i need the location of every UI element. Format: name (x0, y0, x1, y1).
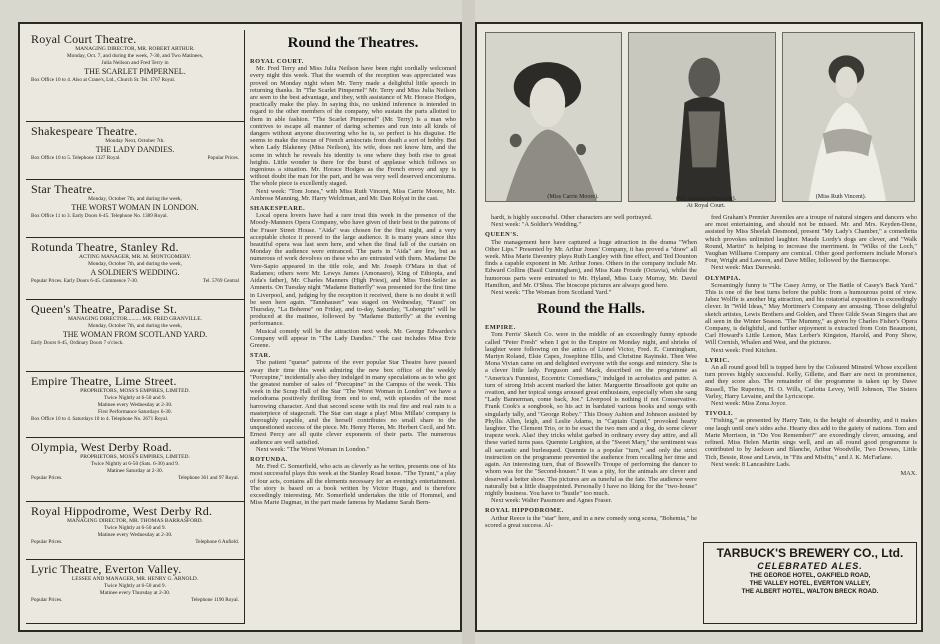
section-text: Next week: "The Worst Woman in London." (256, 445, 370, 453)
theatre-name: Queen's Theatre, Paradise St. (31, 302, 178, 316)
play-title: THE LADY DANDIES. (95, 145, 175, 154)
section-heading: OLYMPIA. (705, 274, 741, 282)
section-heading: LYRIC. (705, 356, 730, 364)
section-text: Local opera lovers have had a rare treat this week in the presence of the Moody-Manners Opera Company, who have given of their best to the patrons of the Fraser Street House. "Aida" was chosen for the first night, and a very acceptable choice it proved to the large audience. It is many years since this beautiful opera was last seen here, and when the final fall of the curtain on Monday the audience were entranced. The parts in "Aida" are few, but as numerous of work devolves on these who are entrusted with them. Madame De Vere-Sapio appeared in the title role, and Mr. Joseph O'Mara in that of Radames; others were Mr. Lewys James (Amonasro), King of Ethiopia, and Aida's father), Mr. Charles Manners (High Priest), and Miss Toni-Seiler as Amneris. On Tuesday night "Madame Butterfly" was presented for the first time in Liverpool, and, judging by the reception it received, there is no doubt it will be seen here again. "Tannhauser" was staged on Wednesday, "Faust" on Thursday, "La Boheme" on Friday, and to-day, Saturday, "Lohengrin" will be produced at the matinee, followed by "Madame Butterfly" at the evening performance. (250, 212, 456, 328)
ad-footer-left: Box Office 10 to 4. Also at Crane's, Ltd., Church St. Tel. 1767 Royal. (31, 77, 176, 83)
ad-footer-right: Telephone 361 and 97 Royal. (178, 475, 239, 481)
theatre-ad (26, 238, 244, 300)
theatre-ad (26, 180, 244, 238)
ad-line: Monday, Oct. 7, and during the week, 7-30, and Two Matinees, (66, 53, 204, 59)
ad-footer-left: Box Office 10 to 5. Telephone 1327 Royal. (31, 155, 121, 161)
section-text: Mr. Fred C. Somerfield, who acts as cleverly as he writes, presents one of his most successful plays this week at the Stanley Road house. "The Tyrant," a play of four acts, contains all the elements necessary for an evening's entertainment. The story is based on a book written by Victor Hugo, and is therefore exceedingly interesting. Mr. Somerfield undertakes the title of Hommel, and Miss Marie Dagmar, in the part made famous by Madame Sarah Bern- (250, 463, 456, 507)
section-text: The management here have captured a huge attraction in the drama "When Other Lips." Presented by Mr. Arthur Jones' Company, it has proved a "draw" all week. Miss Marie Daventry plays Ruth Langley with fine effect, and Ted Dounton finds a capable exponent in Mr. Arthur Jones. Others in the company include Mr. Edward Collins (Basil Cunningham), and Miss Kate Froude (Octavia), whilst the humorous parts were entrusted to Mr. Hyland, Miss Lucy Murray, Mr. David Hamilton, and Mr. O'Shea. The bioscope pictures are always good here. (485, 238, 697, 289)
ad-line: Twice Nightly at 6-50 and 9. (104, 525, 166, 531)
ad-line: Twice Nightly at 6-50 and 9. (104, 583, 166, 589)
section-heading: STAR. (250, 352, 271, 360)
caption-ambrose-manning: (Mr. Ambrose Manning). (675, 196, 737, 202)
ad-line: First Performance Saturdays 6-30. (98, 409, 172, 415)
theatre-ad (26, 502, 244, 560)
ad-line: Twice Nightly at 6-50 (Sats. 6-30) and 9. (90, 461, 180, 467)
ad-line: Matinee every Wednesday at 2-30. (97, 532, 173, 538)
play-title: THE SCARLET PIMPERNEL. (84, 67, 186, 76)
section-text: hardt, is highly successful. Other characters are well portrayed. (491, 214, 653, 221)
section-heading: ROYAL COURT. (250, 58, 304, 65)
ad-line: Monday, October 7th, and during the week, (88, 323, 182, 329)
section-text: fred Graham's Premier Juveniles are a troupe of natural singers and dancers who are most entertaining, and should not be missed. Mr. and Mrs. Keyden-Dene, assisted by Miss Sheelah Desmond, present "My Lady's Chamber," a comedietta which provokes unlimited laughter. Maude Lordy's dogs are clever, and "Walk Round, Martin" is helping to increase the merriment. In "Wilks of the Loch," Vaughan Williams Company are comical. Other good performers include Morse's Four, Wright and Lawson, and Dave Miller, followed by the Barrascope. (705, 214, 917, 265)
ad-line: Twice Nightly at 6-50 and 9. (104, 395, 166, 401)
theatre-manager: PROPRIETORS, MOSS'S EMPIRES, LIMITED. (80, 388, 190, 394)
ad-footer-left: Popular Prices. Early Doors 6-45. Commence 7-30. (31, 278, 139, 284)
theatre-name: Lyric Theatre, Everton Valley. (31, 562, 182, 576)
theatre-name: Shakespeare Theatre. (31, 124, 138, 138)
section-heading: EMPIRE. (485, 324, 516, 332)
section-heading: SHAKESPEARE. (250, 205, 306, 213)
photo-ambrose-manning (628, 32, 777, 202)
theatre-ad (26, 30, 244, 122)
play-title: THE WOMAN FROM SCOTLAND YARD. (62, 330, 208, 339)
ad-footer (31, 475, 239, 482)
section-text: The patient "queue" patrons of the ever popular Star Theatre have passed away their time this week admiring the new box office of the weekly "Porcupine," incidentally also they indulged in many speculations as to who got the greatest number of sales of "Porcupine" in the Campus of the week. This week in the Scrap Hall of the Star "The Worst Woman in London" we have a melodrama positively thrilling from end to end, with episodes of the most harrowing character. And that second scene with its real fire and real rain is a masterpiece of stagecraft. The Star can stage a play! Miss Millais' company is thoroughly capable, and the herself contributes no small share to the unquestioned success of the piece. Mr. Henry Heron, Mr. Herbert Cecil, and Mr. Ernest Percy are all quite clever exponents of their parts. The numerous audience are well satisfied. (250, 359, 456, 446)
ad-line: Monday, October 7th, and during the week, (88, 261, 182, 267)
section-text: Arthur Reece is the "star" here, and in a new comedy song scena, "Bohemia," he scored a great success. Al- (485, 514, 697, 529)
halls-body (485, 324, 697, 529)
section-text: "Fishing," as presented by Harry Tate, is the height of absurdity, and it makes one laugh until one's sides ache. Hearty dies add to the gaiety of nations. Tom and Marie Morrison, in "Do You Remember?" are exceedingly clever, amusing, and refined. Miss Helen Martin sings well, and an all round good programme is contributed to by Jackson and Blanche, Arthur Woodville, Two Dowses, Little Tich, Bessie, Rose and Lewis, in "Fits and Misfits," and J. K. McFarlane. (705, 417, 917, 461)
theatre-ad (26, 372, 244, 438)
left-page (18, 22, 462, 632)
ad-line: Matinee every Wednesday at 2-30. (97, 402, 173, 408)
caption-royal-court: At Royal Court. (686, 203, 726, 209)
binding-gutter (462, 0, 475, 644)
caption-ruth-vincent: (Miss Ruth Vincent). (815, 194, 867, 200)
signoff: MAX. (900, 469, 917, 477)
theatre-ad (26, 560, 244, 624)
caption-carrie-moore: (Miss Carrie Moore). (547, 194, 599, 200)
theatre-ads-column (26, 30, 245, 624)
section-text: Musical comedy will be the attraction next week. Mr. George Edwardes's Company will appear in "The Lady Dandies." The cast includes Miss Evie Greene. (250, 327, 456, 349)
tarbuck-brewery-ad (703, 542, 917, 624)
section-text: Next week: "A Soldier's Wedding." (491, 221, 582, 229)
theatre-name: Empire Theatre, Lime Street. (31, 374, 177, 388)
ad-line: Monday, October 7th, and during the week, (88, 196, 182, 202)
ad-footer (31, 278, 239, 285)
section-text: An all round good bill is topped here by the Coloured Minstrel Whose excellent turn proves highly successful. Kelly, Gillette, and Barr are next in prominence, and they score also. The remainder of the programme is taken up by Dawe Russell, The Rupertos, H. O. Wills, Carlotta Levey, Will Johnson, The Sisters Varley, Harry Levaine, and the Lyricscope. (705, 364, 917, 400)
right-page (475, 22, 923, 632)
ad-line: Matinee every Thursday at 2-30. (99, 590, 171, 596)
theatres-title: Round the Theatres. (287, 35, 419, 51)
section-heading: ROYAL HIPPODROME. (485, 507, 564, 515)
theatre-ad (26, 300, 244, 372)
brewery-tagline: CELEBRATED ALES. (757, 561, 863, 571)
ad-footer (31, 155, 239, 162)
ad-footer-left: Popular Prices. (31, 597, 63, 603)
halls-column-2 (705, 214, 917, 540)
ad-line: Monday Next, October 7th. (105, 138, 165, 144)
theatres-body (250, 58, 456, 506)
brewery-name: TARBUCK'S BREWERY CO., Ltd. (716, 546, 904, 560)
section-heading: ROTUNDA. (250, 455, 288, 463)
theatre-ad (26, 122, 244, 180)
section-heading: QUEEN'S. (485, 231, 519, 239)
section-text: Next week: "The Woman from Scotland Yard." (491, 289, 612, 297)
ad-footer (31, 77, 239, 84)
theatre-name: Olympia, West Derby Road. (31, 440, 172, 454)
halls-title: Round the Halls. (537, 301, 645, 318)
section-text: Next week: Miss Zona Joyce. (711, 400, 787, 408)
theatre-ad (26, 438, 244, 502)
brewery-address-1: THE GEORGE HOTEL, OAKFIELD ROAD, (749, 572, 871, 579)
halls-body-continued (705, 214, 917, 468)
ad-line: Julia Neilson and Fred Terry in (101, 60, 169, 66)
ad-footer (31, 340, 239, 347)
ad-footer-left: Popular Prices. (31, 475, 63, 481)
photo-strip (485, 32, 915, 202)
theatre-manager: ACTING MANAGER, MR. M. MONTGOMERY. (78, 254, 192, 260)
ad-footer (31, 539, 239, 546)
brewery-address-3: THE ALBERT HOTEL, WALTON BRECK ROAD. (741, 588, 879, 595)
ad-footer (31, 597, 239, 604)
ad-footer-right: Telephone 6 Anfield. (195, 539, 239, 545)
section-text: Mr. Fred Terry and Miss Julia Neilson have been right cordially welcomed every night this week. That the warmth of the reception was appreciated was proved on Monday night when Mr. Terry made a delightful little speech in returning thanks. In "The Scarlet Pimpernel" Mr. Terry and Miss Julia Neilson are seen to the best advantage, and they, with assistance of Mr. Horace Hodges, practically make the play. In saying this, no unkind inference is intended in regard to the other members of the company, who sustain the parts allotted to them in able fashion. "The Scarlet Pimpernel" (Mr. Terry) is a man who contrives to escape all manner of daring schemes and run into all kinds of dangers without anyone discovering who he is, so perfect is his disguise. He seems to make the rescue of French aristocrats from death a sort of hobby. But when Lady Blakeney (Miss Neilson), his wife, does not know him, and the scene in which he reveals his identity is one where they both rise to great heights. Little wonder is there for the burst of applause which follows so ingenious a situation. Mr. Horace Hodges as the French envoy and spy is without doubt the man for the part, and he was very well deserved encomiums. The whole piece is excellently staged. (250, 65, 456, 188)
ad-footer-right: Popular Prices. (207, 155, 239, 161)
brewery-address-2: THE VALLEY HOTEL, EVERTON VALLEY, (749, 580, 871, 587)
section-text: Next week: Max Darewski. (711, 264, 782, 272)
ad-line: Matinee Saturday at 2-30. (107, 468, 163, 474)
halls-column-1 (485, 214, 697, 626)
theatre-name: Star Theatre. (31, 182, 96, 196)
theatre-manager: MANAGING DIRECTOR.......... MR. FRED GRANVILLE. (67, 316, 203, 322)
section-text: Next week: 8 Lancashire Lads. (711, 460, 791, 468)
ad-footer-right: Telephone 1190 Royal. (191, 597, 239, 603)
theatre-manager: LESSEE AND MANAGER, MR. HENRY G. ARNOLD. (71, 576, 199, 582)
play-title: A SOLDIER'S WEDDING. (90, 268, 180, 277)
ad-footer-left: Popular Prices. (31, 539, 63, 545)
photo-carrie-moore (485, 32, 622, 202)
section-text: Screamingly funny is "The Casey Army, or The Battle of Casey's Back Yard." This is one of the best turns before the public from a humourous point of view. Jabez Wolffe is another big attraction, and his rotatorial exposition is exceedingly clever. In "Wild Ideas," May Mortimer's Company are amusing. Those delightful sketch artistes, Lewis Brothers and Golden, and Three Gilde Swan Singers that are all seen in the Winter Season. "The Mummy," as given by Charles Fisher's Opera Company, is delightful, and further enjoyment is extracted from Coin Beaumont, Carl Howard's Little Lemon, Max Lerber's Kingston, Harold, and Pony Show, Will Cornish, Whalen and West, and the pictures. (705, 281, 917, 347)
play-title: THE WORST WOMAN IN LONDON. (71, 203, 199, 212)
theatre-name: Royal Hippodrome, West Derby Rd. (31, 504, 213, 518)
queens-section (485, 214, 697, 296)
theatre-name: Royal Court Theatre. (31, 32, 137, 46)
theatres-column (250, 30, 456, 506)
ad-footer-right: Tel. 5769 Central (202, 278, 239, 284)
section-text: Next week: Walter Passmore and Agnes Fraser. (491, 497, 612, 505)
theatre-manager: MANAGING DIRECTOR, MR. ROBERT ARTHUR. (75, 46, 195, 52)
ad-footer (31, 213, 239, 220)
ad-footer-left: Box Office 10 to 4. Saturdays 10 to 4. Telephone No. 2671 Royal. (31, 416, 169, 422)
ad-footer-left: Box Office 11 to 3. Early Doors 6-45. Telephone No. 1389 Royal. (31, 213, 168, 219)
section-text: Tom Ferris' Sketch Co. were in the middle of an exceedingly funny episode called "Peter Fresh" when I got to the Empire on Monday night, and shrieks of laughter were following on the antics of Lionel Victor, Fred. E. Cunningham, Martyn Roland, Elsie Capes, Josephine Ellis, and Christine Rayinski. Then Wee Mona Vivian came on and delighted everyone with the songs and mimicry. She is a clever little lady. Ferguson and Mack, described on the programme as "America's Funniest, Eccentric Comedians," indulged in acrobatics and patter. A turn of strong Irish accent marked the latter. Marguerite Broadfoote got quite an ovation, and her topical songs aroused great enthusiasm, especially when she sang "Lady Bannerman, come back, Joe." Liverpool is nothing if not Conservative. Frank Cook's a songbook, so his act in bardated various books and songs with singularly tally, and "George Robey." This Dossy Ashton and Johnson assisted by Phyllis Allen, leigh, and Leslie Adams, in "Captain Cupid," provoked hearty laughter. The Clement Trio, or to be exact the two men and a dog, do some clever trapeze work. Alas! they tricks whilst garbed in ordinary every day attire, and all these varied turns pass. Quennie Leighton, at the "Sweet Mary," the sentiment was all sarcastic and burlesqued. Quennie is a popular "turn," and only the strict instruction on the programme prevented the audience from recalling her time and again. An interesting turn, that of Boswell's Troupe of performing the dancer to whom was for the "Second-houser." It was a pity, for the animals are clever and deserved a better show. The pictures are as tuneful as the fate. The audience were naturally but a little disappointed. Personally I have no liking for the "two-house" nightly business. You have to "hustle" too much. (485, 331, 697, 497)
theatre-manager: PROPRIETORS, MOSS'S EMPIRES, LIMITED. (80, 454, 190, 460)
theatre-name: Rotunda Theatre, Stanley Rd. (31, 240, 179, 254)
ad-footer-left: Early Doors 6-45, Ordinary Doors 7 o'clock. (31, 340, 124, 346)
section-text: Next week: Fred Kitchen. (711, 346, 778, 354)
section-text: Next week: "Tom Jones," with Miss Ruth Vincent, Miss Carrie Moore, Mr. Ambrose Manning, Mr. Harry Welchman, and Mr. Dan Rolyat in the cast. (250, 187, 456, 202)
photo-ruth-vincent (782, 32, 915, 202)
ad-footer (31, 416, 239, 423)
theatre-manager: MANAGING DIRECTOR, MR. THOMAS BARRASFORD. (67, 518, 203, 524)
section-heading: TIVOLI. (705, 410, 734, 418)
